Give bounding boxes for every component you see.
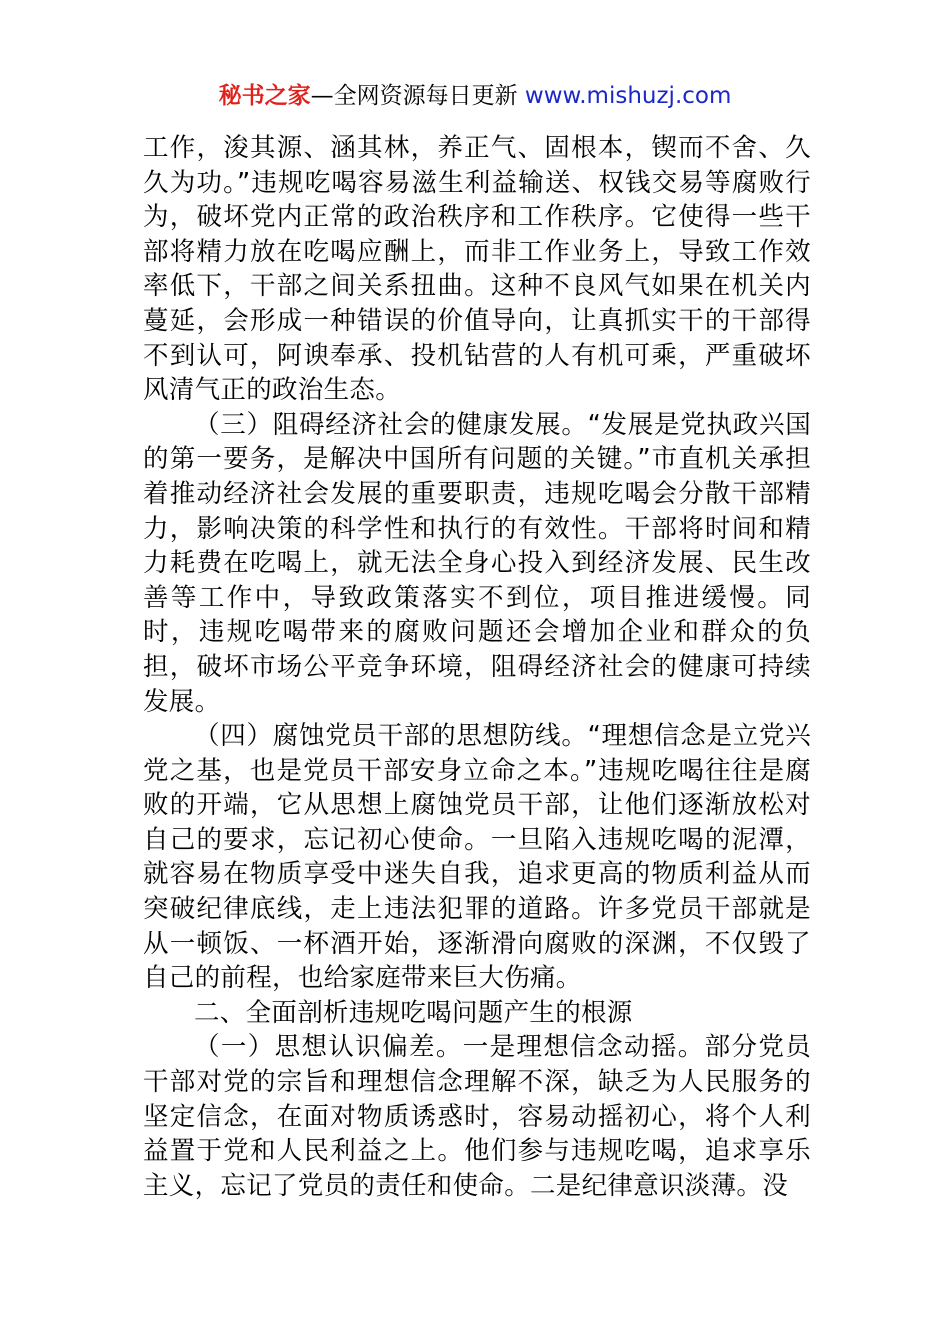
paragraph-subsection-1: （一）思想认识偏差。一是理想信念动摇。部分党员干部对党的宗旨和理想信念理解不深，缺乏为人民服务的坚定信念，在面对物质诱惑时，容易动摇初心，将个人利益置于党和人民利益之上。他们参与违规吃喝，追求享乐主义，忘记了党员的责任和使命。二是纪律意识淡薄。没 (143, 1032, 811, 1201)
brand-name: 秘书之家 (218, 83, 311, 109)
page-header (0, 80, 950, 112)
document-body (143, 131, 811, 1203)
paragraph-continuation: 工作，浚其源、涵其林，养正气、固根本，锲而不舍、久久为功。”违规吃喝容易滋生利益输送、权钱交易等腐败行为，破坏党内正常的政治秩序和工作秩序。它使得一些干部将精力放在吃喝应酬上，而非工作业务上，导致工作效率低下，干部之间关系扭曲。这种不良风气如果在机关内蔓延，会形成一种错误的价值导向，让真抓实干的干部得不到认可，阿谀奉承、投机钻营的人有机可乘，严重破坏风清气正的政治生态。 (143, 133, 811, 406)
paragraph-section-4: （四）腐蚀党员干部的思想防线。“理想信念是立党兴党之基，也是党员干部安身立命之本。”违规吃喝往往是腐败的开端，它从思想上腐蚀党员干部，让他们逐渐放松对自己的要求，忘记初心使命。一旦陷入违规吃喝的泥潭，就容易在物质享受中迷失自我，追求更高的物质利益从而突破纪律底线，走上违法犯罪的道路。许多党员干部就是从一顿饭、一杯酒开始，逐渐滑向腐败的深渊，不仅毁了自己的前程，也给家庭带来巨大伤痛。 (143, 721, 811, 994)
paragraph-section-3: （三）阻碍经济社会的健康发展。“发展是党执政兴国的第一要务，是解决中国所有问题的关键。”市直机关承担着推动经济社会发展的重要职责，违规吃喝会分散干部精力，影响决策的科学性和执行的有效性。干部将时间和精力耗费在吃喝上，就无法全身心投入到经济发展、民生改善等工作中，导致政策落实不到位，项目推进缓慢。同时，违规吃喝带来的腐败问题还会增加企业和群众的负担，破坏市场公平竞争环境，阻碍经济社会的健康可持续发展。 (143, 409, 811, 717)
section-heading-2: 二、全面剖析违规吃喝问题产生的根源 (194, 997, 633, 1028)
header-tagline: —全网资源每日更新 (310, 83, 525, 109)
site-url-link[interactable]: www.mishuzj.com (524, 83, 732, 109)
